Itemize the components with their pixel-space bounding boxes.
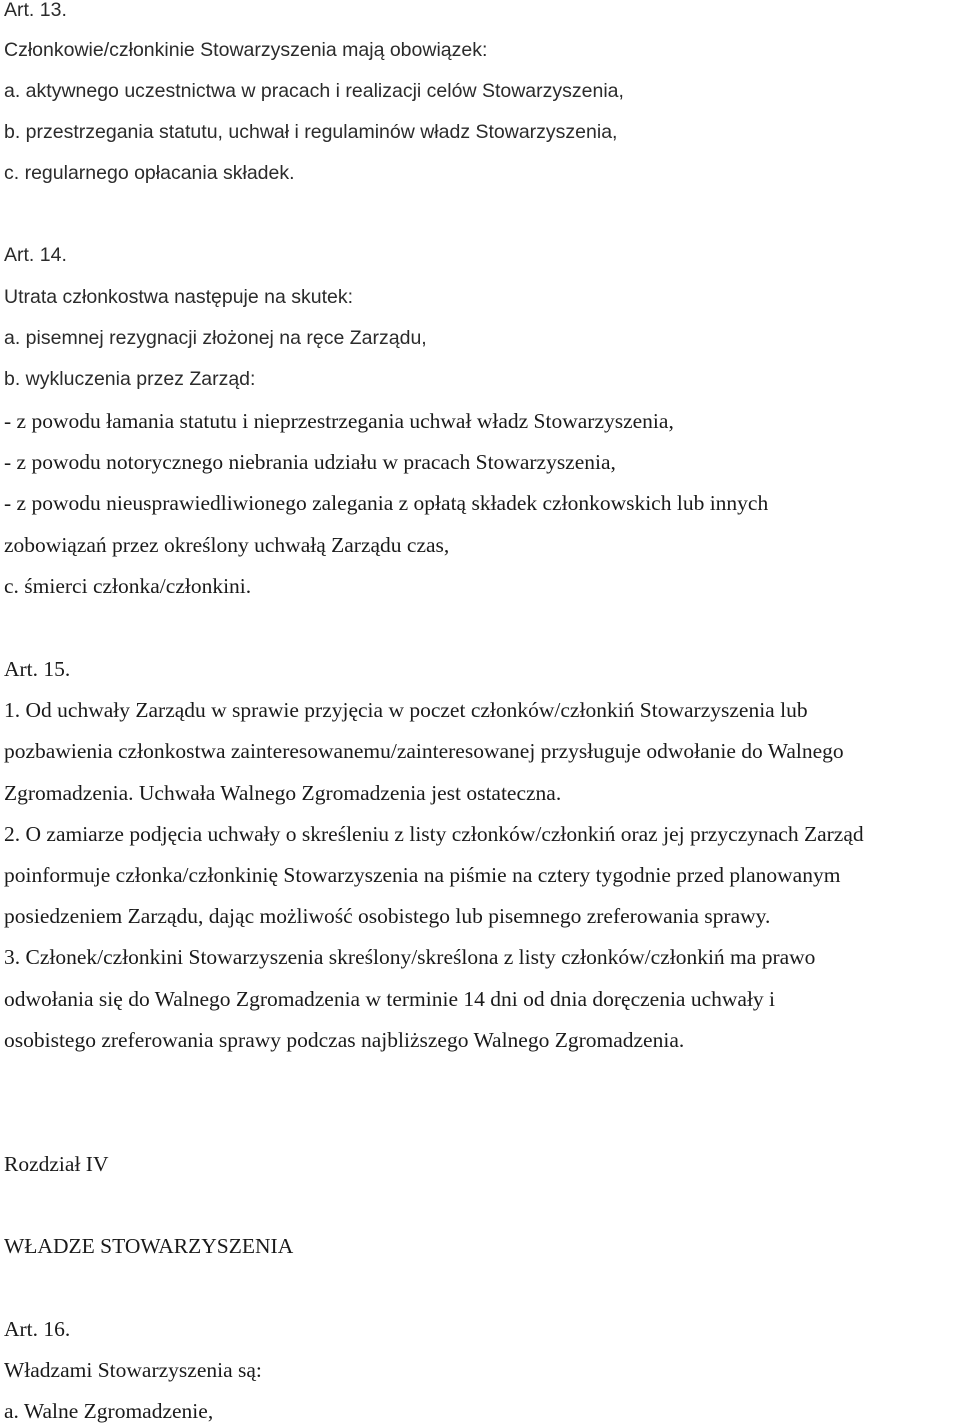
- list-item: b. przestrzegania statutu, uchwał i regulaminów władz Stowarzyszenia,: [4, 121, 618, 143]
- list-item: a. Walne Zgromadzenie,: [4, 1399, 214, 1423]
- list-item: c. śmierci członka/członkini.: [4, 574, 252, 598]
- article-heading: Art. 16.: [4, 1317, 71, 1341]
- article-intro: Władzami Stowarzyszenia są:: [4, 1358, 262, 1382]
- chapter-title: Rozdział IV: [4, 1152, 109, 1176]
- paragraph-line: Zgromadzenia. Uchwała Walnego Zgromadzenia jest ostateczna.: [4, 781, 562, 805]
- article-intro: Utrata członkostwa następuje na skutek:: [4, 286, 354, 308]
- sub-list-item: - z powodu łamania statutu i nieprzestrzegania uchwał władz Stowarzyszenia,: [4, 409, 674, 433]
- list-item: a. pisemnej rezygnacji złożonej na ręce Zarządu,: [4, 327, 427, 349]
- chapter-name: WŁADZE STOWARZYSZENIA: [4, 1234, 294, 1258]
- paragraph-line: poinformuje członka/członkinię Stowarzyszenia na piśmie na cztery tygodnie przed planowanym: [4, 863, 841, 887]
- paragraph-line: 3. Członek/członkini Stowarzyszenia skreślony/skreślona z listy członków/członkiń ma prawo: [4, 945, 816, 969]
- sub-list-item: - z powodu notorycznego niebrania udziału w pracach Stowarzyszenia,: [4, 450, 616, 474]
- article-heading: Art. 15.: [4, 657, 71, 681]
- list-item: a. aktywnego uczestnictwa w pracach i realizacji celów Stowarzyszenia,: [4, 80, 624, 102]
- paragraph-line: osobistego zreferowania sprawy podczas najbliższego Walnego Zgromadzenia.: [4, 1028, 685, 1052]
- paragraph-line: pozbawienia członkostwa zainteresowanemu/zainteresowanej przysługuje odwołanie do Walnego: [4, 739, 844, 763]
- article-heading: Art. 14.: [4, 244, 67, 266]
- list-item: b. wykluczenia przez Zarząd:: [4, 368, 256, 390]
- paragraph-line: 1. Od uchwały Zarządu w sprawie przyjęcia w poczet członków/członkiń Stowarzyszenia lub: [4, 698, 808, 722]
- paragraph-line: 2. O zamiarze podjęcia uchwały o skreśleniu z listy członków/członkiń oraz jej przyczynach Zarząd: [4, 822, 864, 846]
- sub-list-item: - z powodu nieusprawiedliwionego zalegania z opłatą składek członkowskich lub innych: [4, 491, 769, 515]
- article-heading: Art. 13.: [4, 0, 67, 21]
- paragraph-line: odwołania się do Walnego Zgromadzenia w terminie 14 dni od dnia doręczenia uchwały i: [4, 987, 776, 1011]
- paragraph-line: posiedzeniem Zarządu, dając możliwość osobistego lub pisemnego zreferowania sprawy.: [4, 904, 771, 928]
- article-intro: Członkowie/członkinie Stowarzyszenia mają obowiązek:: [4, 39, 488, 61]
- list-item: c. regularnego opłacania składek.: [4, 162, 295, 184]
- sub-list-item-continuation: zobowiązań przez określony uchwałą Zarządu czas,: [4, 533, 450, 557]
